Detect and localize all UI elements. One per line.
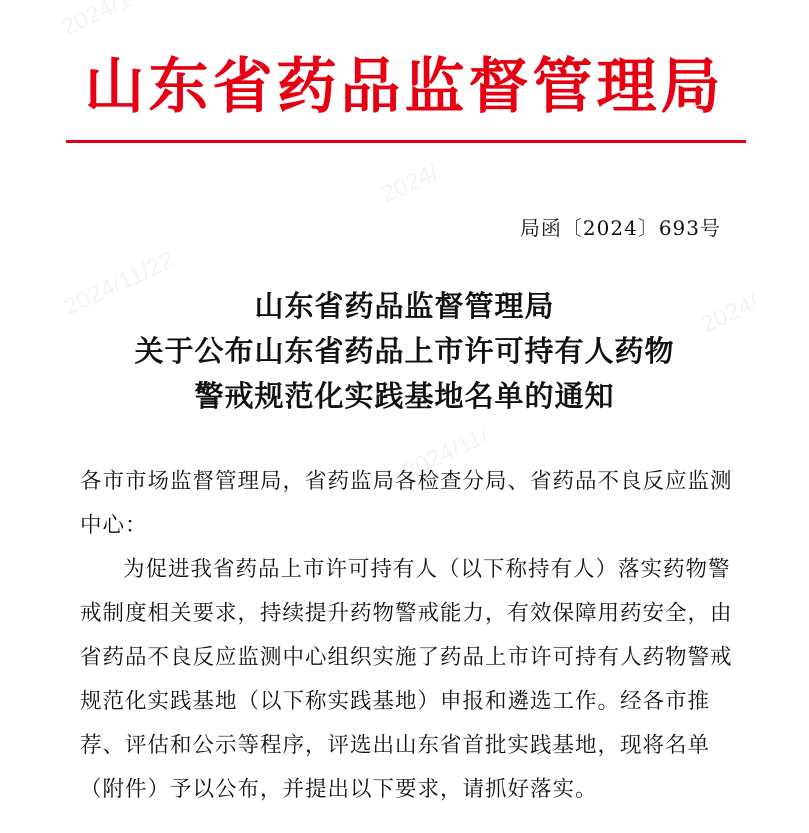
red-divider-line: [66, 140, 746, 143]
document-body: [80, 460, 740, 812]
document-number: 局函〔2024〕693号: [519, 216, 721, 240]
addressee: 各市市场监督管理局，省药监局各检查分局、省药品不良反应监测中心：: [80, 469, 733, 538]
title-line: 警戒规范化实践基地名单的通知: [194, 379, 615, 413]
title-line: 山东省药品监督管理局: [254, 289, 555, 323]
letterhead: [0, 42, 809, 132]
watermark: [58, 0, 136, 42]
document-title: [0, 284, 809, 419]
watermark: [377, 159, 443, 210]
title-line: 关于公布山东省药品上市许可持有人药物: [134, 334, 675, 368]
body-paragraph: 为促进我省药品上市许可持有人（以下称持有人）落实药物警戒制度相关要求，持续提升药物警戒能力，有效保障用药安全，由省药品不良反应监测中心组织实施了药品上市许可持有人药物警戒规范化实践基地（以下称实践基地）申报和遴选工作。经各市推荐、评估和公示等程序，评选出山东省首批实践基地，现将名单（附件）予以公布，并提出以下要求，请抓好落实。: [80, 557, 733, 802]
agency-name: 山东省药品监督管理局: [84, 52, 725, 122]
